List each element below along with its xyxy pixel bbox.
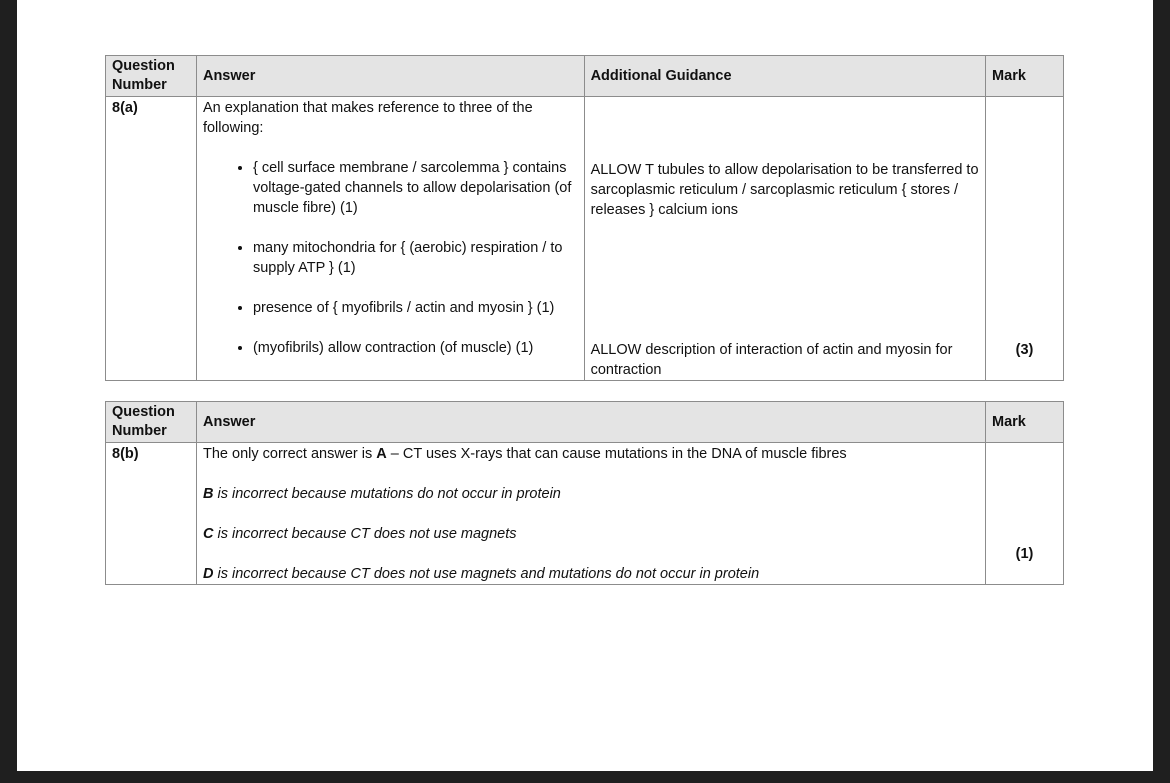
question-number: 8(a) [106,97,197,381]
header-answer: Answer [196,56,584,97]
guidance-actin-myosin: ALLOW description of interaction of actin and myosin for contraction [590,342,953,378]
guidance-t-tubules: ALLOW T tubules to allow depolarisation to be transferred to sarcoplasmic reticulum / sarcoplasmic reticulum { stores / releases } calcium ions [590,162,979,218]
header-question-number: Question Number [106,56,197,97]
answer-point: • many mitochondria for { (aerobic) respiration / to supply ATP } (1) [253,238,578,278]
mark-value: (3) [986,97,1064,381]
answer-point: • (myofibrils) allow contraction (of muscle) (1) [253,338,578,358]
header-answer: Answer [197,402,986,443]
answer-row [106,443,1064,585]
question-number: 8(b) [106,443,197,585]
header-row [106,402,1064,443]
header-guidance: Additional Guidance [584,56,985,97]
answer-intro: An explanation that makes reference to three of the following: [202,100,533,136]
distractor-b: B is incorrect because mutations do not occur in protein [203,486,561,502]
answer-points [203,158,578,358]
mark-value: (1) [986,443,1064,585]
guidance-cell [584,97,985,381]
distractor-d: D is incorrect because CT does not use magnets and mutations do not occur in protein [203,566,760,582]
answer-cell [196,97,584,381]
header-mark: Mark [986,402,1064,443]
answer-point: • { cell surface membrane / sarcolemma } contains voltage-gated channels to allow depolarisation (of muscle fibre) (1) [253,158,578,218]
document-page [17,0,1153,771]
header-question-number: Question Number [106,402,197,443]
distractor-c: C is incorrect because CT does not use magnets [203,526,517,542]
mark-scheme-table-8a [105,55,1064,381]
header-mark: Mark [986,56,1064,97]
answer-cell [197,443,986,585]
answer-point: • presence of { myofibrils / actin and myosin } (1) [253,298,578,318]
header-row [106,56,1064,97]
answer-row [106,97,1064,381]
mark-scheme-table-8b [105,401,1064,585]
correct-answer: The only correct answer is A – CT uses X-rays that can cause mutations in the DNA of muscle fibres [203,446,847,462]
